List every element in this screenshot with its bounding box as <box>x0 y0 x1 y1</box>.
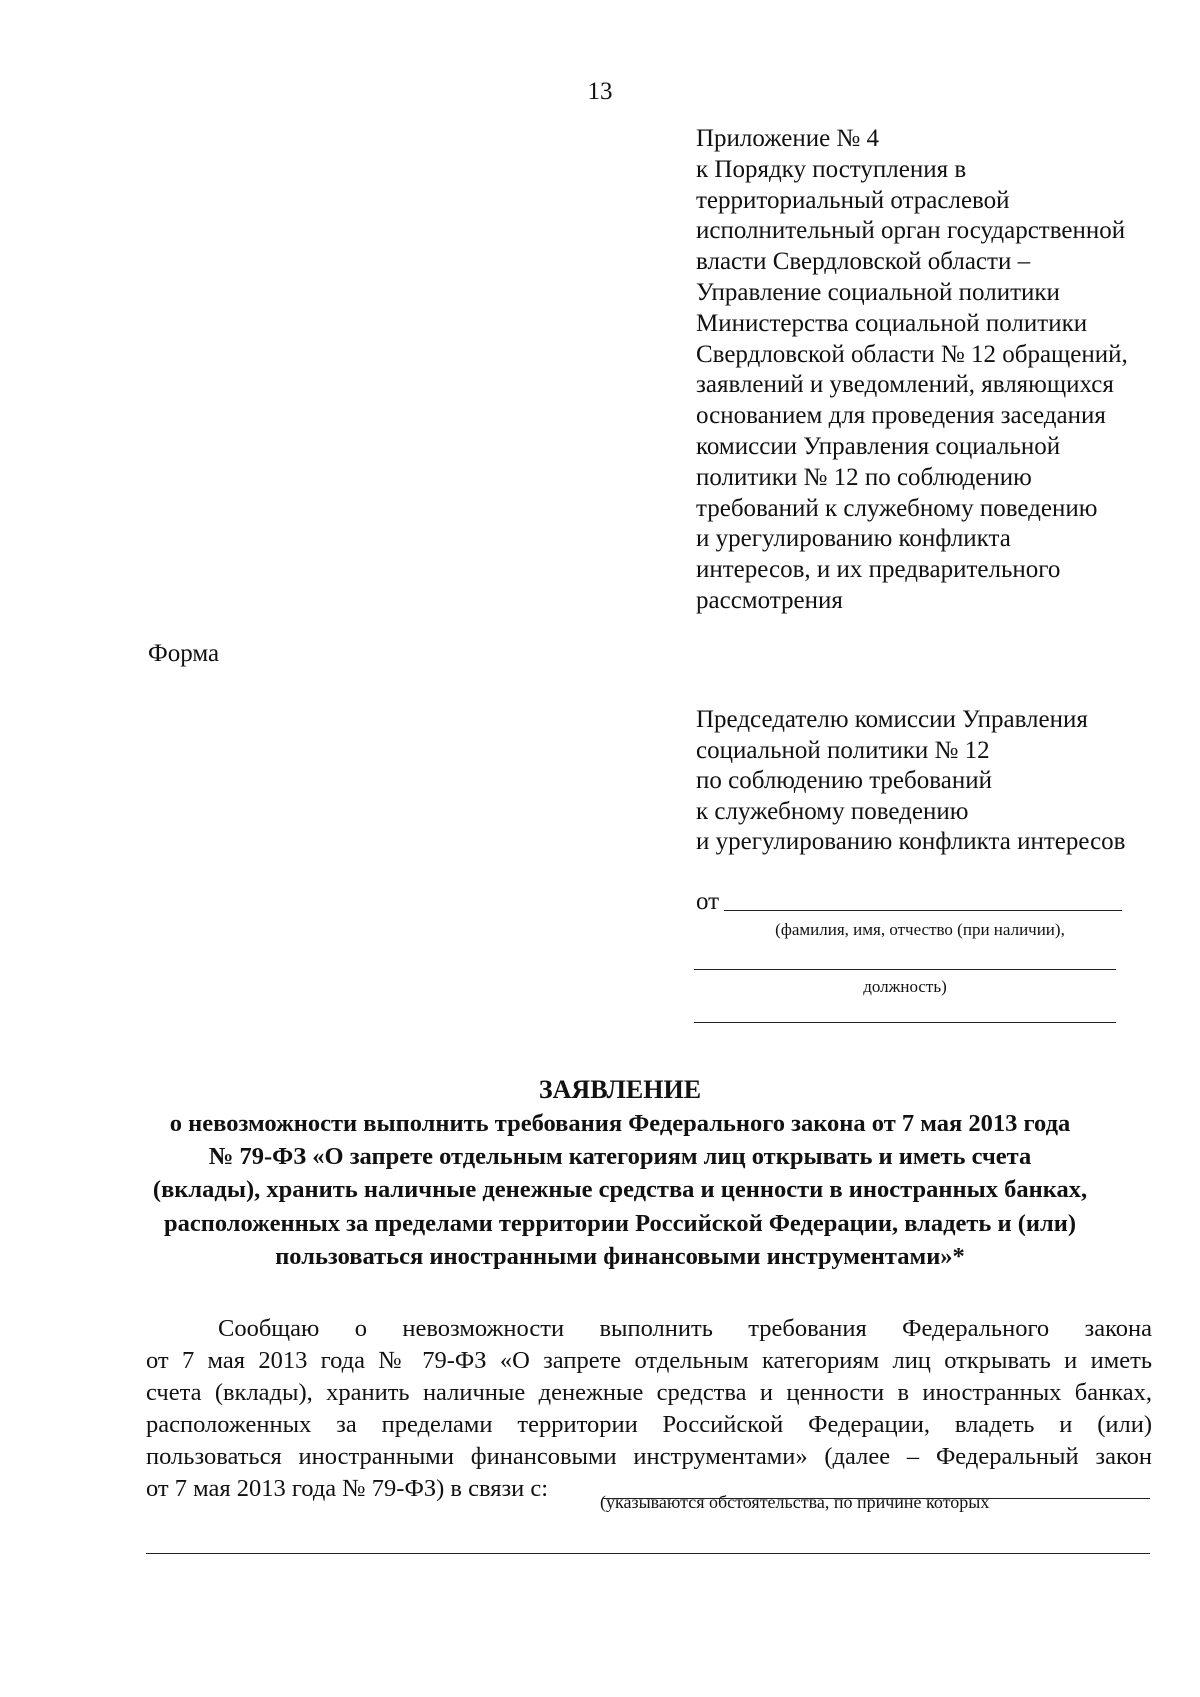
appendix-line: рассмотрения <box>696 586 843 614</box>
appendix-line: требований к служебному поведению <box>696 494 1098 522</box>
title-line: (вклады), хранить наличные денежные средства и ценности в иностранных банках, <box>152 1176 1088 1204</box>
addressee-line: Председателю комиссии Управления <box>696 706 1088 733</box>
addressee-line: к служебному поведению <box>696 797 969 825</box>
appendix-line: политики № 12 по соблюдению <box>696 463 1032 491</box>
from-third-line[interactable] <box>694 1022 1116 1023</box>
appendix-line: власти Свердловской области – <box>696 248 1031 276</box>
appendix-line: территориальный отраслевой <box>696 186 1010 214</box>
appendix-line: комиссии Управления социальной <box>696 432 1061 460</box>
title-line: о невозможности выполнить требования Федерального закона от 7 мая 2013 года <box>169 1110 1071 1137</box>
from-name-line[interactable] <box>724 910 1122 911</box>
appendix-line: основанием для проведения заседания <box>696 402 1106 430</box>
body-line: Сообщаю о невозможности выполнить требования Федерального закона <box>218 1315 1152 1342</box>
body-line: счета (вклады), хранить наличные денежные средства и ценности в иностранных банках, <box>146 1379 1152 1406</box>
position-caption: должность) <box>863 977 947 996</box>
name-caption: (фамилия, имя, отчество (при наличии), <box>775 920 1065 939</box>
appendix-line: заявлений и уведомлений, являющихся <box>696 371 1114 399</box>
appendix-line: исполнительный орган государственной <box>696 217 1126 245</box>
appendix-line: Управление социальной политики <box>696 278 1060 306</box>
addressee-line: по соблюдению требований <box>696 767 992 794</box>
appendix-line: Приложение № 4 <box>696 125 880 152</box>
body-line: пользоваться иностранными финансовыми инструментами» (далее – Федеральный закон <box>146 1443 1152 1470</box>
statement-title <box>90 1073 1150 1273</box>
title-line: № 79-ФЗ «О запрете отдельным категориям лиц открывать и иметь счета <box>208 1143 1032 1171</box>
addressee-line: и урегулированию конфликта интересов <box>696 828 1126 855</box>
appendix-line: Министерства социальной политики <box>696 309 1088 337</box>
reason-continuation-line[interactable] <box>146 1553 1150 1554</box>
from-second-line[interactable] <box>694 969 1116 970</box>
addressee-block <box>696 705 1186 858</box>
appendix-line: к Порядку поступления в <box>696 155 967 183</box>
body-line: от 7 мая 2013 года № 79-ФЗ «О запрете отдельным категориям лиц открывать и иметь <box>146 1347 1152 1374</box>
body-line: расположенных за пределами территории Российской Федерации, владеть и (или) <box>146 1411 1152 1438</box>
form-label: Форма <box>148 640 220 667</box>
title-line: расположенных за пределами территории Российской Федерации, владеть и (или) <box>163 1209 1077 1237</box>
appendix-line: интересов, и их предварительного <box>696 556 1061 584</box>
addressee-line: социальной политики № 12 <box>696 736 990 764</box>
title-heading: ЗАЯВЛЕНИЕ <box>538 1075 702 1104</box>
title-line: пользоваться иностранными финансовыми инструментами»* <box>275 1242 965 1270</box>
appendix-line: и урегулированию конфликта <box>696 525 1011 553</box>
page-number: 13 <box>587 78 613 105</box>
from-label: от <box>696 888 720 915</box>
body-paragraph <box>146 1313 1152 1505</box>
reason-caption: (указываются обстоятельства, по причине которых <box>600 1492 990 1512</box>
appendix-line: Свердловской области № 12 обращений, <box>696 340 1128 368</box>
body-last-text: от 7 мая 2013 года № 79-ФЗ) в связи с: <box>146 1475 549 1502</box>
appendix-block <box>696 124 1186 617</box>
